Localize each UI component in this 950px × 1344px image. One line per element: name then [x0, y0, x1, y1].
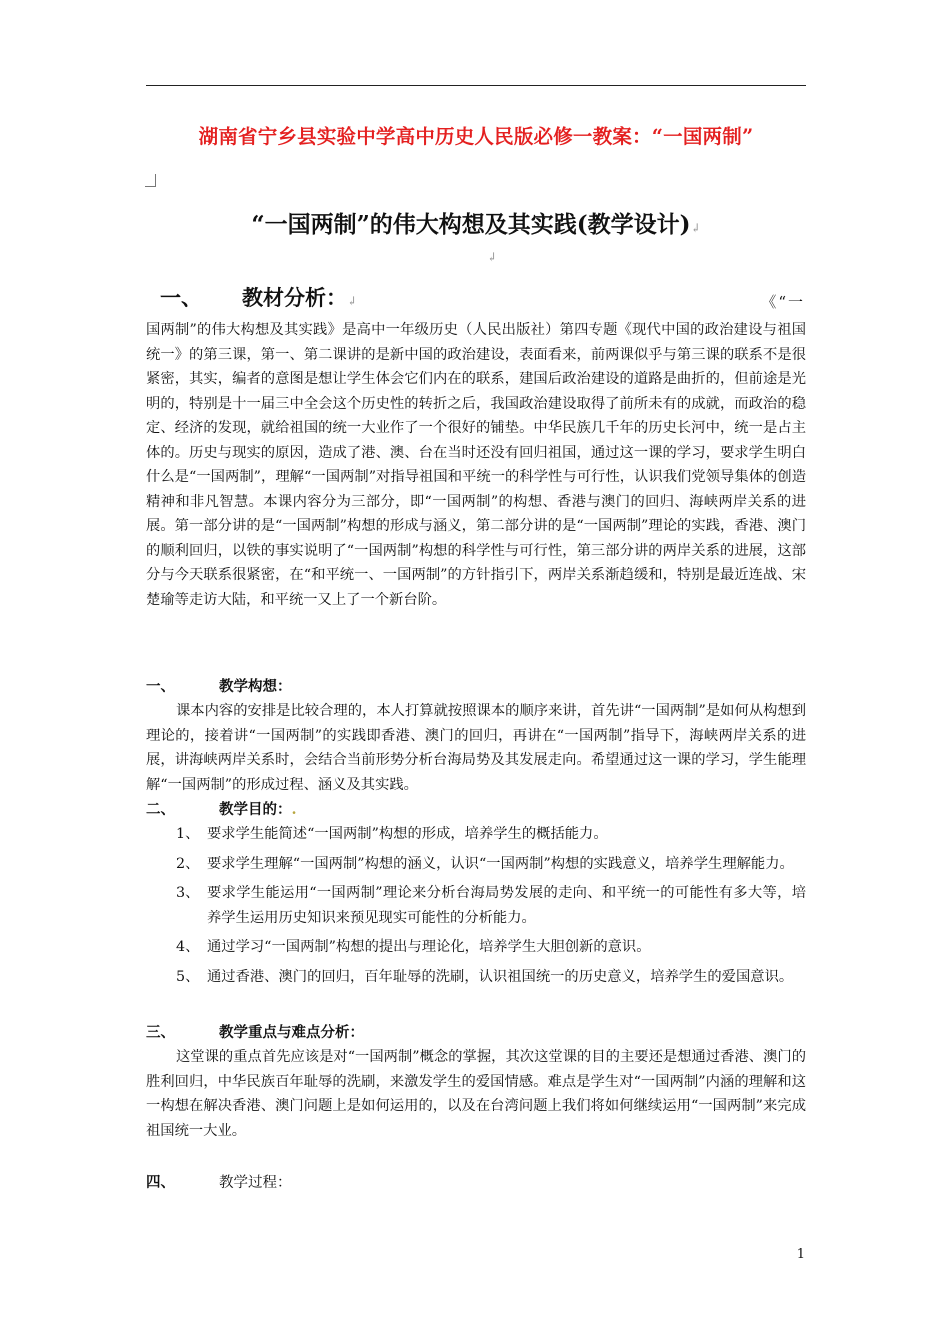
list-item-number: 2、 — [176, 855, 200, 872]
lesson-subtitle-text: “一国两制”的伟大构想及其实践(教学设计) — [251, 211, 691, 238]
section-design-number: 一、 — [146, 678, 175, 695]
list-item — [176, 881, 806, 930]
section-1-number: 一、 — [160, 285, 202, 310]
list-item-text: 通过香港、澳门的回归，百年耻辱的洗刷，认识祖国统一的历史意义，培养学生的爱国意识。 — [207, 968, 794, 985]
dot-mark-icon: . — [291, 801, 297, 818]
list-item — [176, 822, 806, 847]
section-process-number: 四、 — [146, 1174, 175, 1191]
section-design-heading — [146, 675, 292, 696]
section-goals-title: 教学目的： — [219, 801, 292, 818]
section-keys-heading — [146, 1021, 364, 1042]
section-design-title: 教学构想： — [219, 678, 292, 695]
list-item-number: 4、 — [176, 939, 200, 955]
section-keys-number: 三、 — [146, 1024, 175, 1041]
document-title: 湖南省宁乡县实验中学高中历史人民版必修一教案：“一国两制” — [198, 125, 754, 148]
list-item-number: 5、 — [176, 968, 200, 985]
list-item — [176, 935, 806, 960]
section-1-lead-text: 《“一 — [761, 293, 805, 311]
list-item — [176, 965, 806, 990]
header-rule — [146, 85, 806, 86]
list-item-number: 3、 — [176, 885, 200, 901]
list-item-text: 要求学生能简述“一国两制”构想的形成，培养学生的概括能力。 — [207, 826, 608, 842]
list-item — [176, 852, 806, 877]
page-number: 1 — [796, 1247, 805, 1262]
list-item-text: 要求学生能运用“一国两制”理论来分析台海局势发展的走向、和平统一的可能性有多大等，培养学生运用历史知识来预见现实可能性的分析能力。 — [207, 885, 806, 926]
section-process-title: 教学过程： — [219, 1175, 292, 1191]
section-keys-body: 这堂课的重点首先应该是对“一国两制”概念的掌握，其次这堂课的目的主要还是想通过香港、澳门的胜利回归，中华民族百年耻辱的洗刷，来激发学生的爱国情感。难点是学生对“一国两制”内涵的理解和这一构想在解决香港、澳门问题上是如何运用的，以及在台湾问题上我们将如何继续运用“一国两制”来完成祖国统一大业。 — [146, 1049, 806, 1139]
list-item-text: 要求学生理解“一国两制”构想的涵义，认识“一国两制”构想的实践意义，培养学生理解能力。 — [207, 855, 794, 872]
paragraph-mark-icon: ↲ — [690, 221, 701, 235]
section-process-heading — [146, 1171, 292, 1192]
list-item-text: 通过学习“一国两制”构想的提出与理论化，培养学生大胆创新的意识。 — [207, 939, 651, 955]
paragraph-mark-icon: ↲ — [347, 294, 358, 308]
section-keys-title: 教学重点与难点分析： — [219, 1024, 364, 1041]
goals-list — [176, 822, 806, 994]
section-goals-number: 二、 — [146, 801, 175, 818]
paragraph-mark-icon: ↲ — [487, 250, 498, 264]
section-design-body: 课本内容的安排是比较合理的，本人打算就按照课本的顺序来讲，首先讲“一国两制”是如何从构想到理论的，接着讲“一国两制”的实践即香港、澳门的回归，再讲在“一国两制”指导下，海峡两岸关系的进展，讲海峡两岸关系时，会结合当前形势分析台海局势及其发展走向。希望通过这一课的学习，学生能理解“一国两制”的形成过程、涵义及其实践。 — [146, 703, 806, 793]
section-goals-heading — [146, 798, 297, 819]
list-item-number: 1、 — [176, 826, 200, 842]
section-1-body: 国两制”的伟大构想及其实践》是高中一年级历史（人民出版社）第四专题《现代中国的政治建设与祖国统一》的第三课，第一、第二课讲的是新中国的政治建设，表面看来，前两课似乎与第三课的联系不是很紧密，其实，编者的意图是想让学生体会它们内在的联系，建国后政治建设的道路是曲折的，但前途是光明的，特别是十一届三中全会这个历史性的转折之后，我国政治建设取得了前所未有的成就，而政治的稳定、经济的发现，就给祖国的统一大业作了一个很好的铺垫。中华民族几千年的历史长河中，统一是占主体的。历史与现实的原因，造成了港、澳、台在当时还没有回归祖国，通过这一课的学习，要求学生明白什么是“一国两制”，理解“一国两制”对指导祖国和平统一的科学性与可行性，认识我们党领导集体的创造精神和非凡智慧。本课内容分为三部分，即“一国两制”的构想、香港与澳门的回归、海峡两岸关系的进展。第一部分讲的是“一国两制”构想的形成与涵义，第二部分讲的是“一国两制”理论的实践，香港、澳门的顺利回归，以铁的事实说明了“一国两制”构想的科学性与可行性，第三部分讲的两岸关系的进展，这部分与今天联系很紧密，在“和平统一、一国两制”的方针指引下，两岸关系渐趋缓和，特别是最近连战、宋楚瑜等走访大陆，和平统一又上了一个新台阶。 — [146, 322, 806, 608]
section-1-title: 教材分析： — [242, 285, 347, 310]
corner-crop-mark — [145, 174, 156, 187]
section-1-heading — [160, 282, 357, 312]
lesson-subtitle — [146, 206, 806, 239]
